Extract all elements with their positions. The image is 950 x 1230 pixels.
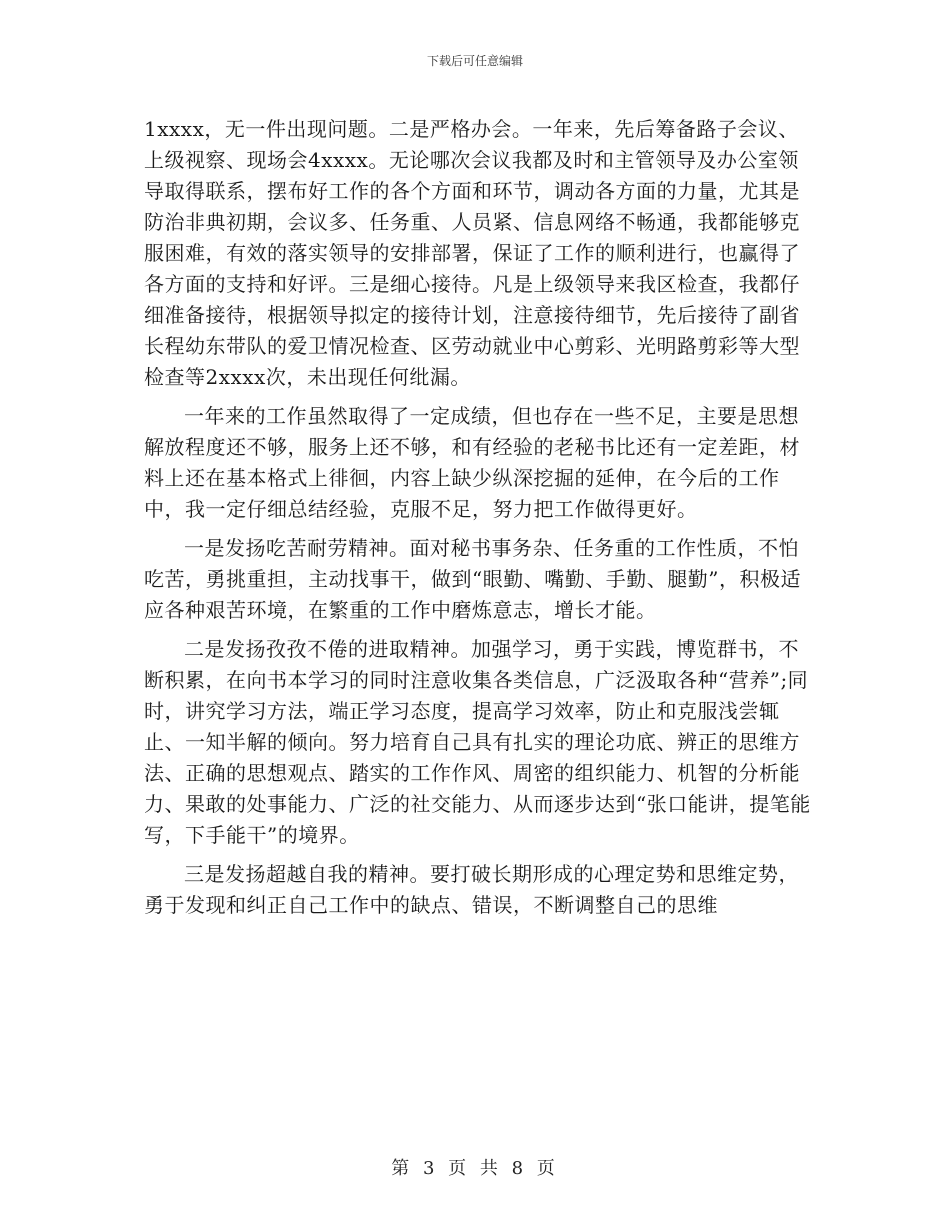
page-number-footer: 第 3 页 共 8 页 bbox=[391, 1158, 559, 1179]
page-header: 下载后可任意编辑 bbox=[426, 54, 523, 68]
paragraph-5: 三是发扬超越自我的精神。要打破长期形成的心理定势和思维定势，勇于发现和纠正自己工作中的缺点、错误，不断调整自己的思维 bbox=[144, 862, 799, 917]
paragraph-4: 二是发扬孜孜不倦的进取精神。加强学习，勇于实践，博览群书，不断积累，在向书本学习的同时注意收集各类信息，广泛汲取各种“营养”;同时，讲究学习方法，端正学习态度，提高学习效率，防止和克服浅尝辄止、一知半解的倾向。努力培育自己具有扎实的理论功底、辨正的思维方法、正确的思想观点、踏实的工作作风、周密的组织能力、机智的分析能力、果敢的处事能力、广泛的社交能力、从而逐步达到“张口能讲，提笔能写，下手能干”的境界。 bbox=[144, 637, 811, 847]
document-body bbox=[144, 114, 814, 921]
paragraph-1: 1xxxx，无一件出现问题。二是严格办会。一年来，先后筹备路子会议、上级视察、现场会4xxxx。无论哪次会议我都及时和主管领导及办公室领导取得联系，摆布好工作的各个方面和环节，调动各方面的力量，尤其是防治非典初期，会议多、任务重、人员紧、信息网络不畅通，我都能够克服困难，有效的落实领导的安排部署，保证了工作的顺利进行，也赢得了各方面的支持和好评。三是细心接待。凡是上级领导来我区检查，我都仔细准备接待，根据领导拟定的接待计划，注意接待细节，先后接待了副省长程幼东带队的爱卫情况检查、区劳动就业中心剪彩、光明路剪彩等大型检查等2xxxx次，未出现任何纰漏。 bbox=[144, 117, 800, 389]
paragraph-2: 一年来的工作虽然取得了一定成绩，但也存在一些不足，主要是思想解放程度还不够，服务上还不够，和有经验的老秘书比还有一定差距，材料上还在基本格式上徘徊，内容上缺少纵深挖掘的延伸，在今后的工作中，我一定仔细总结经验，克服不足，努力把工作做得更好。 bbox=[144, 404, 800, 521]
paragraph-3: 一是发扬吃苦耐劳精神。面对秘书事务杂、任务重的工作性质，不怕吃苦，勇挑重担，主动找事干，做到“眼勤、嘴勤、手勤、腿勤”，积极适应各种艰苦环境，在繁重的工作中磨炼意志，增长才能。 bbox=[144, 536, 801, 622]
